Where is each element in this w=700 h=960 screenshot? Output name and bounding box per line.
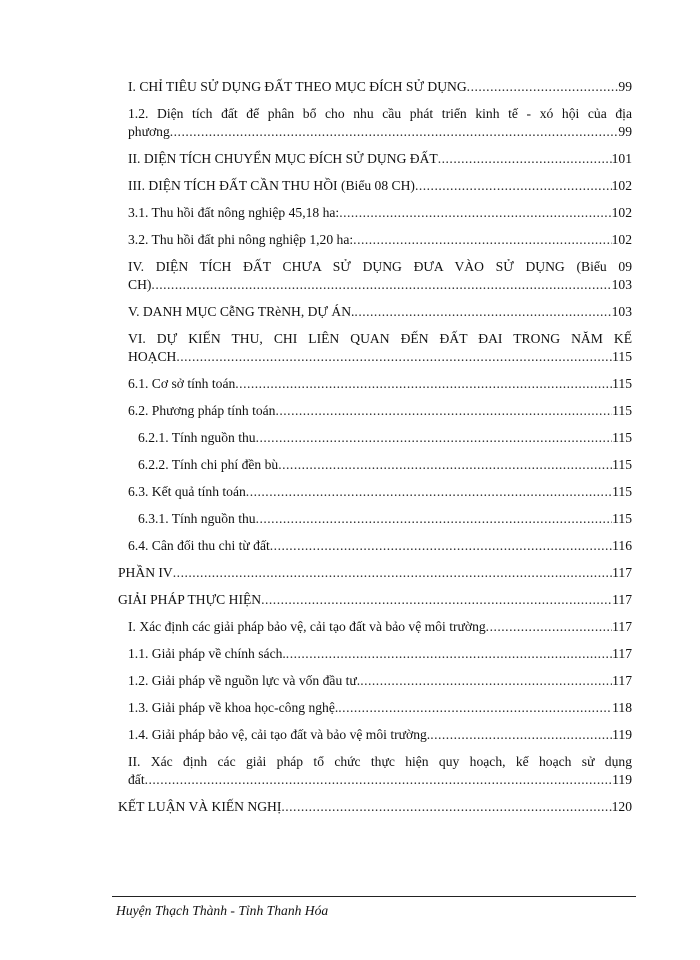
toc-entry-title: I. CHỈ TIÊU SỬ DỤNG ĐẤT THEO MỤC ĐÍCH SỬ DỤNG	[128, 79, 467, 94]
toc-leader-dots	[281, 798, 611, 816]
toc-entry-title: 3.2. Thu hồi đất phi nông nghiệp 1,20 ha:	[128, 232, 354, 247]
toc-entry-title: 1.4. Giải pháp bảo vệ, cải tạo đất và bảo vệ môi trường.	[128, 727, 431, 742]
toc-entry-title: 6.1. Cơ sở tính toán	[128, 376, 236, 391]
toc-entry-title: 3.1. Thu hồi đất nông nghiệp 45,18 ha:	[128, 205, 340, 220]
toc-leader-dots	[173, 564, 612, 582]
toc-leader-dots	[176, 348, 612, 366]
toc-leader-dots	[353, 231, 611, 249]
toc-entry-title: 6.2.2. Tính chi phí đền bù	[138, 457, 279, 472]
toc-leader-dots	[151, 276, 611, 294]
toc-page-number: 103	[611, 277, 632, 292]
toc-entry[interactable]	[118, 618, 632, 636]
toc-entry[interactable]	[118, 645, 632, 663]
toc-entry[interactable]	[118, 726, 632, 744]
toc-entry-line	[118, 798, 632, 816]
toc-leader-dots	[467, 78, 619, 96]
toc-entry-title: 1.3. Giải pháp về khoa học-công nghệ.	[128, 700, 339, 715]
toc-entry-title: II. DIỆN TÍCH CHUYỂN MỤC ĐÍCH SỬ DỤNG ĐẤT	[128, 151, 438, 166]
toc-entry-line	[128, 645, 632, 663]
toc-page-number: 115	[612, 403, 632, 418]
toc-page-number: 115	[612, 376, 632, 391]
toc-entry[interactable]	[118, 150, 632, 168]
toc-entry-line	[128, 348, 632, 366]
toc-entry-line	[128, 771, 632, 789]
toc-entry-title: đất	[128, 772, 145, 787]
toc-page-number: 117	[612, 619, 632, 634]
toc-entry-line	[128, 402, 632, 420]
toc-entry-title: 6.2. Phương pháp tính toán	[128, 403, 276, 418]
toc-leader-dots	[486, 618, 612, 636]
toc-entry[interactable]	[118, 456, 632, 474]
toc-leader-dots	[286, 645, 612, 663]
toc-entry-line	[128, 672, 632, 690]
toc-leader-dots	[145, 771, 613, 789]
toc-leader-dots	[170, 123, 619, 141]
toc-entry-title: 6.3.1. Tính nguồn thu	[138, 511, 256, 526]
toc-page-number: 115	[612, 349, 632, 364]
toc-leader-dots	[278, 456, 612, 474]
toc-leader-dots	[354, 303, 611, 321]
toc-entry-title-first-line: II. Xác định các giải pháp tổ chức thực hiện quy hoạch, kế hoạch sử dụng	[128, 754, 632, 769]
toc-entry-line	[128, 537, 632, 555]
toc-entry-title: V. DANH MỤC CễNG TRèNH, DỰ ÁN.	[128, 304, 355, 319]
toc-entry[interactable]	[118, 78, 632, 96]
toc-entry-title: 6.2.1. Tính nguồn thu	[138, 430, 256, 445]
toc-entry-line	[128, 123, 632, 141]
toc-page-number: 101	[611, 151, 632, 166]
table-of-contents	[118, 78, 632, 825]
toc-entry-line	[128, 204, 632, 222]
toc-page-number: 115	[612, 484, 632, 499]
toc-page-number: 115	[612, 430, 632, 445]
toc-page-number: 99	[618, 124, 632, 139]
toc-entry[interactable]	[118, 330, 632, 366]
toc-page-number: 117	[612, 673, 632, 688]
toc-entry[interactable]	[118, 699, 632, 717]
toc-leader-dots	[338, 699, 612, 717]
toc-page-number: 119	[612, 772, 632, 787]
toc-entry-line	[128, 177, 632, 195]
toc-page-number: 117	[612, 565, 632, 580]
toc-entry[interactable]	[118, 204, 632, 222]
toc-entry[interactable]	[118, 564, 632, 582]
toc-page-number: 99	[618, 79, 632, 94]
toc-entry-title-first-line: IV. DIỆN TÍCH ĐẤT CHƯA SỬ DỤNG ĐƯA VÀO SỬ DỤNG (Biểu 09	[128, 259, 632, 274]
toc-leader-dots	[235, 375, 612, 393]
toc-page-number: 116	[612, 538, 632, 553]
toc-entry-title: phương	[128, 124, 170, 139]
toc-entry-line	[128, 150, 632, 168]
toc-entry-line	[138, 429, 632, 447]
toc-page-number: 102	[611, 232, 632, 247]
toc-entry[interactable]	[118, 231, 632, 249]
toc-page-number: 120	[611, 799, 632, 814]
toc-entry-line	[128, 618, 632, 636]
toc-entry-title: I. Xác định các giải pháp bảo vệ, cải tạo đất và bảo vệ môi trường	[128, 619, 486, 634]
toc-page-number: 102	[611, 178, 632, 193]
toc-leader-dots	[256, 510, 613, 528]
toc-entry[interactable]	[118, 537, 632, 555]
toc-entry-line	[118, 591, 632, 609]
toc-entry[interactable]	[118, 177, 632, 195]
toc-leader-dots	[415, 177, 612, 195]
footer-divider	[112, 896, 636, 897]
toc-entry-title: HOẠCH	[128, 349, 177, 364]
toc-entry-title: 1.1. Giải pháp về chính sách.	[128, 646, 286, 661]
toc-entry-line	[128, 726, 632, 744]
toc-entry[interactable]	[118, 402, 632, 420]
toc-entry[interactable]	[118, 303, 632, 321]
toc-leader-dots	[438, 150, 612, 168]
toc-entry-line	[128, 231, 632, 249]
toc-page-number: 102	[611, 205, 632, 220]
toc-leader-dots	[256, 429, 613, 447]
toc-entry-title: 6.3. Kết quả tính toán	[128, 484, 246, 499]
toc-leader-dots	[275, 402, 612, 420]
toc-entry[interactable]	[118, 375, 632, 393]
toc-entry-line	[128, 483, 632, 501]
toc-entry-line	[128, 276, 632, 294]
toc-page-number: 115	[612, 457, 632, 472]
toc-entry-line	[128, 78, 632, 96]
toc-page-number: 115	[612, 511, 632, 526]
toc-entry[interactable]	[118, 510, 632, 528]
toc-leader-dots	[430, 726, 612, 744]
toc-entry[interactable]	[118, 672, 632, 690]
toc-entry[interactable]	[118, 591, 632, 609]
toc-entry[interactable]	[118, 483, 632, 501]
toc-entry-line	[118, 564, 632, 582]
toc-page-number: 117	[612, 646, 632, 661]
toc-leader-dots	[360, 672, 612, 690]
toc-page-number: 103	[611, 304, 632, 319]
toc-leader-dots	[339, 204, 611, 222]
toc-entry-title: CH)	[128, 277, 152, 292]
page-footer: Huyện Thạch Thành - Tỉnh Thanh Hóa	[116, 903, 329, 918]
toc-entry[interactable]	[118, 105, 632, 141]
toc-page-number: 117	[612, 592, 632, 607]
toc-entry-line	[128, 699, 632, 717]
toc-leader-dots	[261, 591, 612, 609]
toc-leader-dots	[270, 537, 612, 555]
toc-entry-title-first-line: 1.2. Diện tích đất để phân bổ cho nhu cầu phát triển kinh tế - xó hội của địa	[128, 106, 632, 121]
toc-entry-title: PHẦN IV	[118, 565, 173, 580]
toc-entry[interactable]	[118, 258, 632, 294]
toc-entry[interactable]	[118, 798, 632, 816]
toc-entry-title-first-line: VI. DỰ KIẾN THU, CHI LIÊN QUAN ĐẾN ĐẤT ĐAI TRONG NĂM KẾ	[128, 331, 632, 346]
toc-entry-title: KẾT LUẬN VÀ KIẾN NGHỊ	[118, 799, 282, 814]
toc-entry-line	[128, 375, 632, 393]
toc-entry[interactable]	[118, 429, 632, 447]
toc-entry-title: 1.2. Giải pháp về nguồn lực và vốn đầu tư.	[128, 673, 361, 688]
toc-page-number: 119	[612, 727, 632, 742]
toc-page-number: 118	[612, 700, 632, 715]
toc-entry-line	[138, 510, 632, 528]
toc-entry-title: GIẢI PHÁP THỰC HIỆN	[118, 592, 262, 607]
toc-entry-title: III. DIỆN TÍCH ĐẤT CẦN THU HỒI (Biểu 08 CH)	[128, 178, 415, 193]
toc-entry-line	[128, 303, 632, 321]
toc-leader-dots	[246, 483, 612, 501]
toc-entry[interactable]	[118, 753, 632, 789]
toc-entry-title: 6.4. Cân đối thu chi từ đất	[128, 538, 270, 553]
toc-entry-line	[138, 456, 632, 474]
